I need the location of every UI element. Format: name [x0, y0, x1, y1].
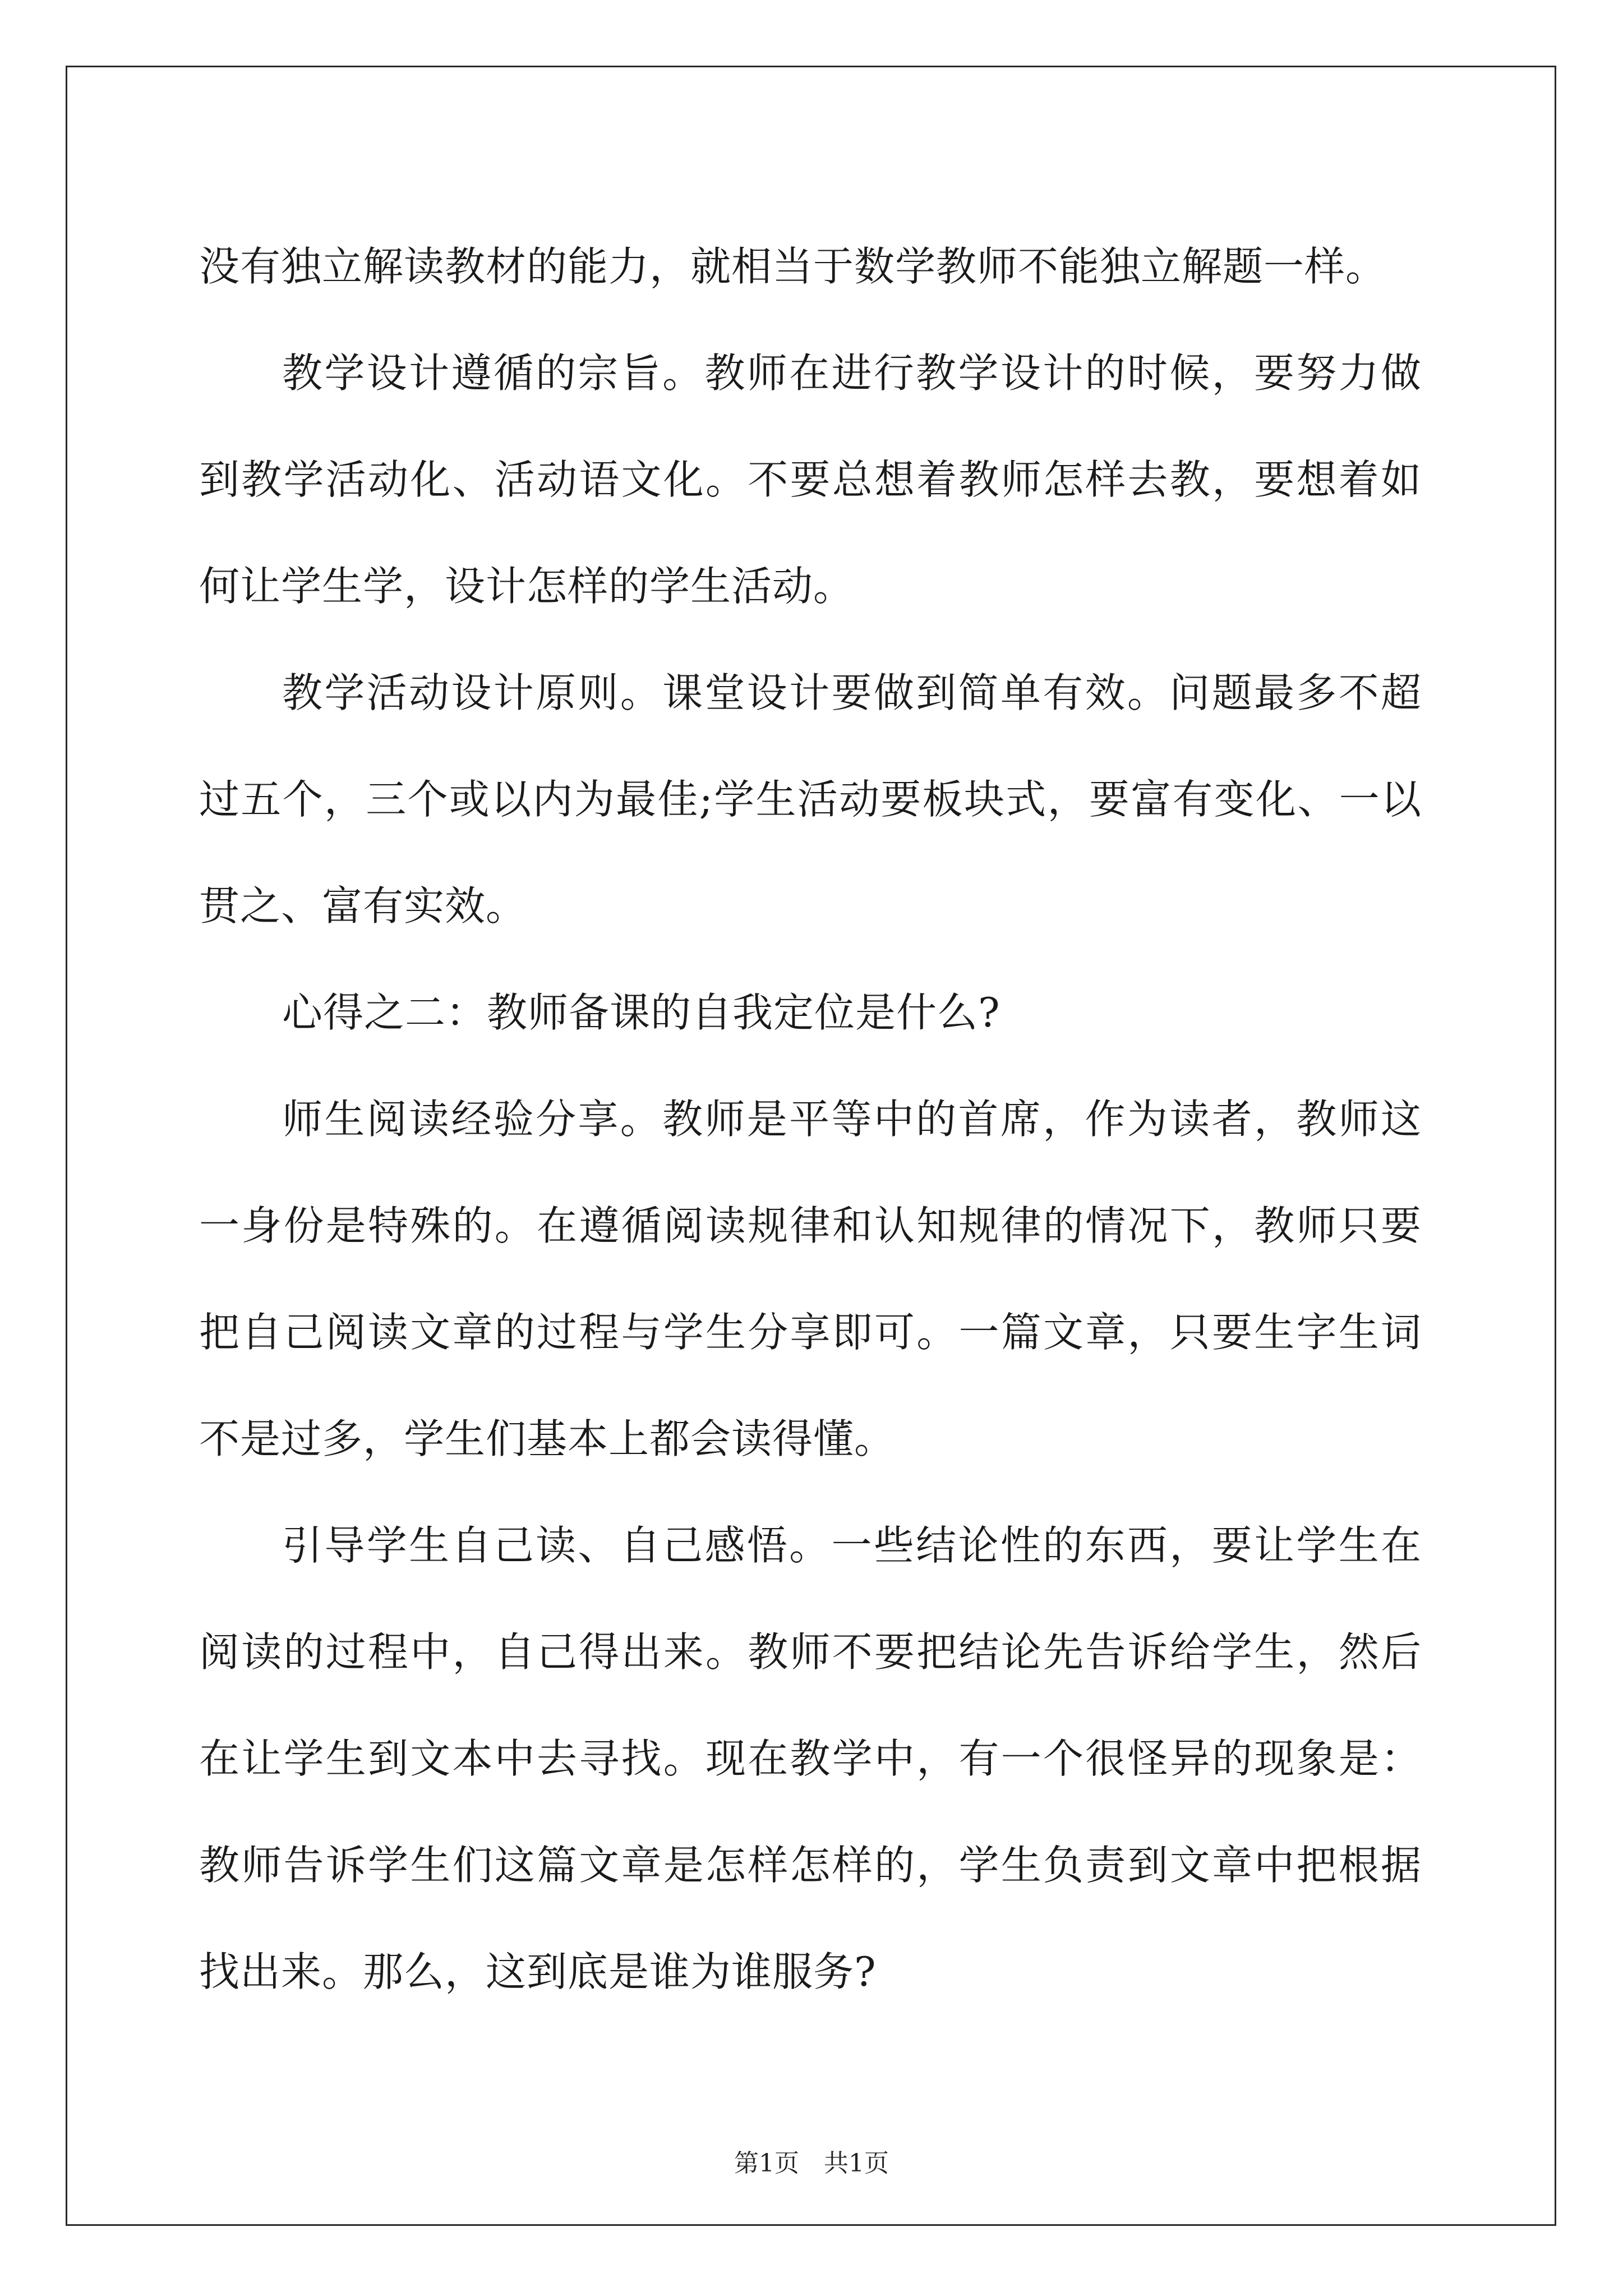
document-body	[199, 213, 1422, 2025]
paragraph-4-heading: 心得之二：教师备课的自我定位是什么?	[282, 989, 1000, 1036]
paragraph-3: 教学活动设计原则。课堂设计要做到简单有效。问题最多不超过五个，三个或以内为最佳;学生活动要板块式，要富有变化、一以贯之、富有实效。	[199, 669, 1422, 930]
page-number: 第1页	[734, 2149, 799, 2178]
paragraph-1: 没有独立解读教材的能力，就相当于数学教师不能独立解题一样。	[199, 243, 1387, 290]
page-footer	[0, 2143, 1623, 2179]
page-total: 共1页	[824, 2149, 889, 2178]
paragraph-6: 引导学生自己读、自己感悟。一些结论性的东西，要让学生在阅读的过程中，自己得出来。教师不要把结论先告诉给学生，然后在让学生到文本中去寻找。现在教学中，有一个很怪异的现象是：教师告诉学生们这篇文章是怎样怎样的，学生负责到文章中把根据找出来。那么，这到底是谁为谁服务?	[199, 1522, 1422, 1995]
paragraph-5: 师生阅读经验分享。教师是平等中的首席，作为读者，教师这一身份是特殊的。在遵循阅读规律和认知规律的情况下，教师只要把自己阅读文章的过程与学生分享即可。一篇文章，只要生字生词不是过多，学生们基本上都会读得懂。	[199, 1096, 1422, 1462]
paragraph-2: 教学设计遵循的宗旨。教师在进行教学设计的时候，要努力做到教学活动化、活动语文化。不要总想着教师怎样去教，要想着如何让学生学，设计怎样的学生活动。	[199, 349, 1422, 610]
